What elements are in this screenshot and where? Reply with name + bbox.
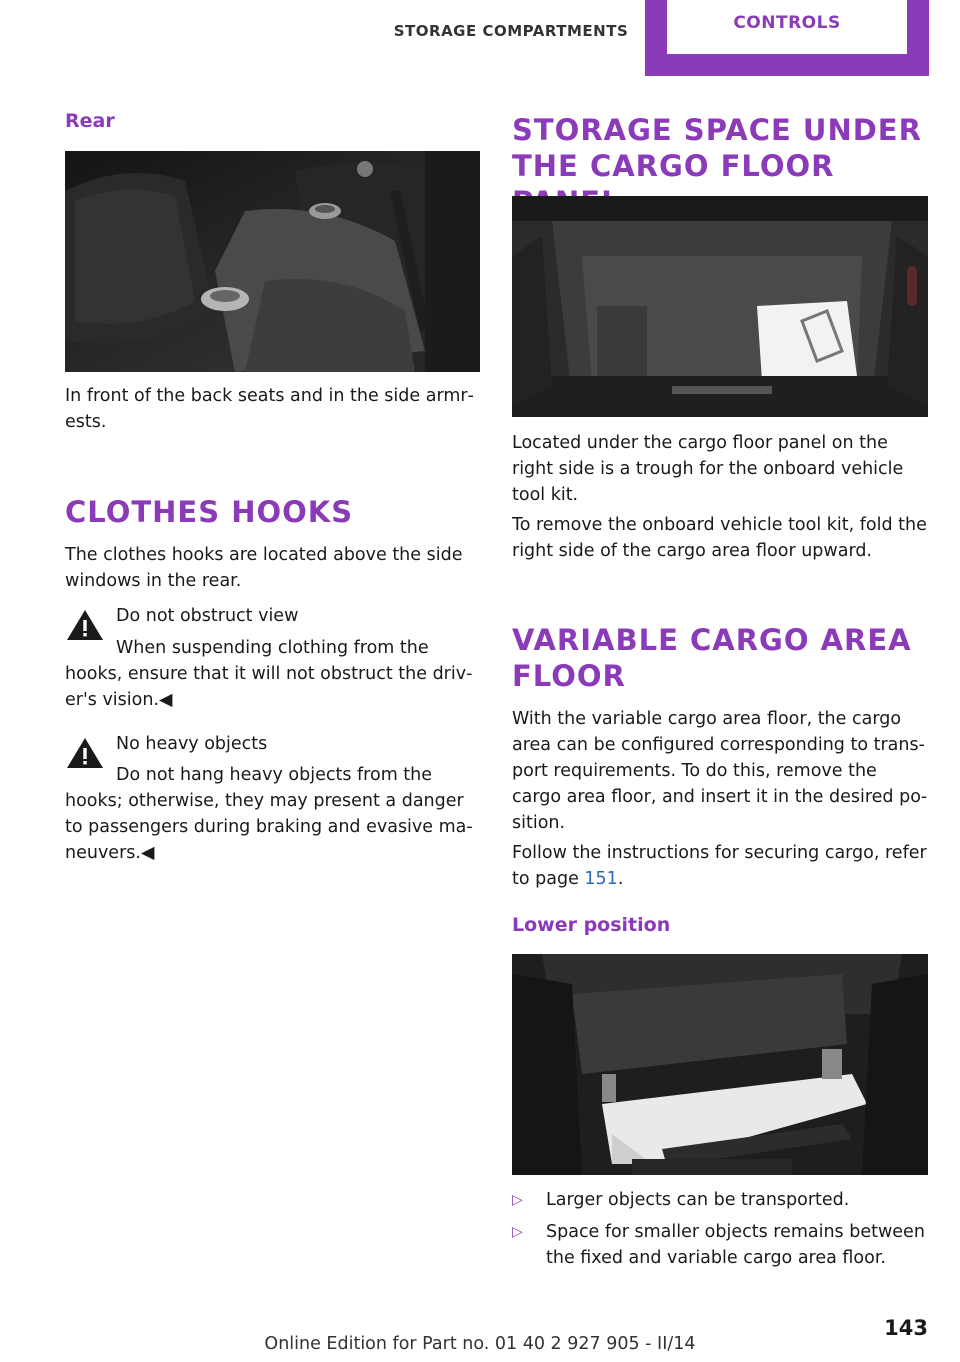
warning1-text: When suspending clothing from the hooks, ensure that it will not obstruct the driv‐er's vision.◀ — [65, 638, 473, 710]
page-number: 143 — [884, 1316, 928, 1340]
storage-para-2: To remove the onboard vehicle tool kit, fold the right side of the cargo area floor upward. — [512, 515, 927, 561]
chapter-tab-label: CONTROLS — [667, 0, 907, 54]
rear-heading: Rear — [65, 110, 115, 132]
clothes-hooks-title: CLOTHES HOOKS — [65, 495, 354, 529]
variable-para-2-end: . — [617, 869, 624, 889]
clothes-hooks-text: The clothes hooks are located above the side windows in the rear. — [65, 545, 463, 591]
bullet-marker-icon: ▷ — [512, 1192, 523, 1208]
warning1-title: Do not obstruct view — [116, 606, 299, 626]
variable-floor-title: VARIABLE CARGO AREA FLOOR — [512, 623, 912, 693]
bullet-item — [512, 1219, 928, 1271]
bullet-marker-icon: ▷ — [512, 1224, 523, 1240]
variable-para-1: With the variable cargo area floor, the cargo area can be configured corresponding to trans‐port requirements. To do this, remove the cargo area floor, and insert it in the desired po‐sition. — [512, 709, 928, 833]
rear-caption: In front of the back seats and in the side armr‐ests. — [65, 386, 474, 432]
warning2-title: No heavy objects — [116, 734, 268, 754]
storage-space-title: STORAGE SPACE UNDER THE CARGO FLOOR — [512, 113, 922, 183]
warning2-text: Do not hang heavy objects from the hooks; otherwise, they may present a danger to passengers during braking and evasive ma‐neuvers.◀ — [65, 765, 473, 863]
bullet-text: Space for smaller objects remains between the fixed and variable cargo area floor. — [546, 1222, 925, 1268]
bullet-item — [512, 1187, 928, 1213]
rear-cupholder-photo — [65, 151, 480, 372]
bullet-text: Larger objects can be transported. — [546, 1190, 850, 1210]
cargo-trough-photo — [512, 196, 928, 417]
cargo-area-photo — [512, 954, 928, 1175]
variable-para-2-text: Follow the instructions for securing cargo, refer to page — [512, 843, 927, 889]
chapter-tab — [645, 0, 929, 76]
footer-edition-text: Online Edition for Part no. 01 40 2 927 905 - II/14 — [264, 1334, 696, 1354]
page-reference-link[interactable]: 151 — [584, 869, 618, 889]
running-header-section: STORAGE COMPARTMENTS — [393, 22, 629, 40]
lower-position-heading: Lower position — [512, 914, 671, 936]
storage-para-1: Located under the cargo floor panel on the right side is a trough for the onboard vehicle tool kit. — [512, 433, 904, 505]
variable-para-2 — [512, 840, 928, 892]
